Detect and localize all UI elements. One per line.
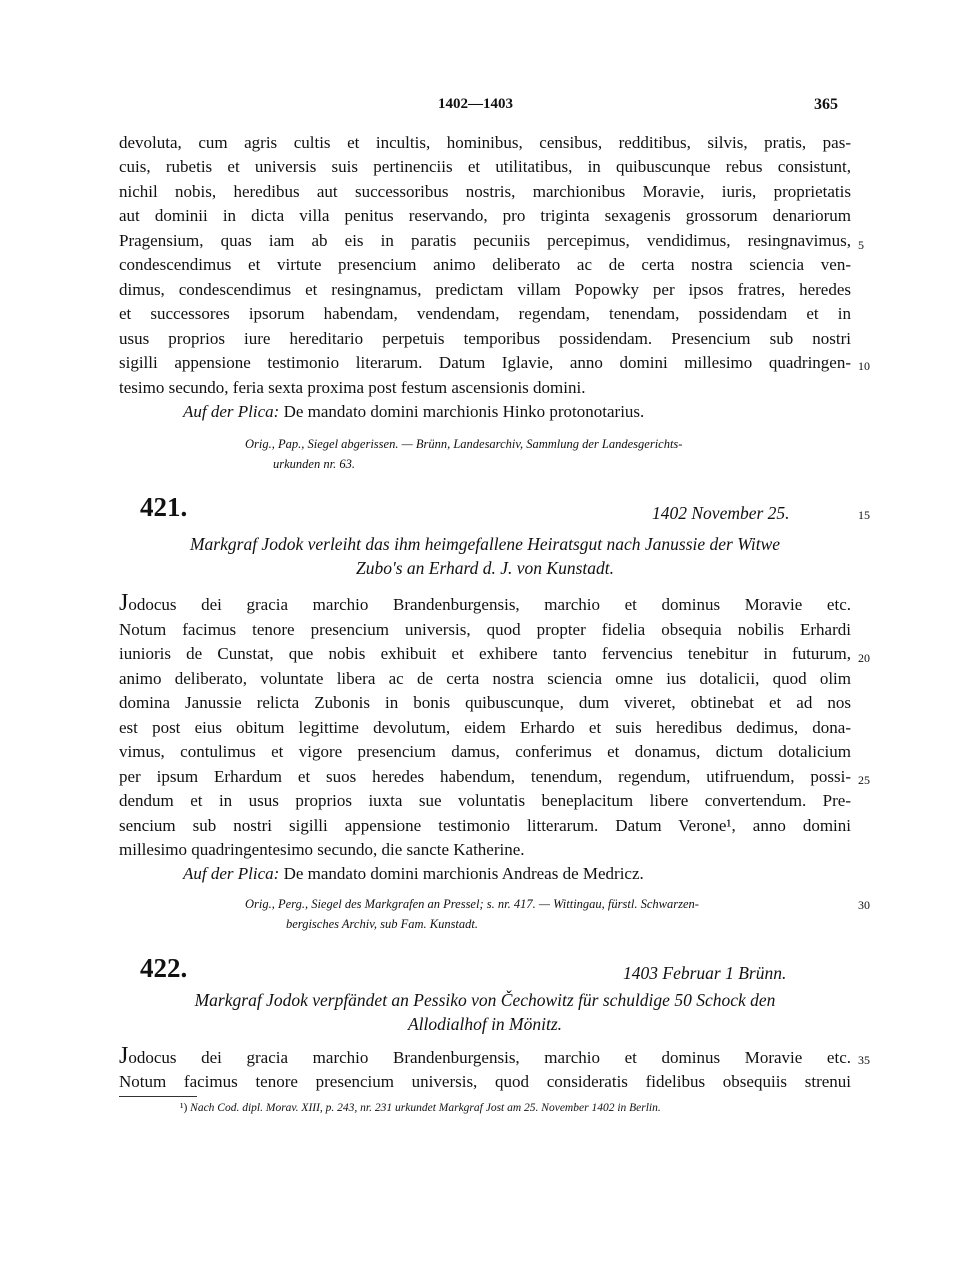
plica-text: De mandato domini marchionis Andreas de Medricz. (283, 864, 644, 883)
text-line: usus proprios iure hereditario perpetuis temporibus possidendam. Presencium sub nostri (119, 329, 851, 348)
charter-summary-421-line1: Markgraf Jodok verleiht das ihm heimgefallene Heiratsgut nach Janussie der Witwe (189, 534, 781, 554)
source-note-421-line2: bergisches Archiv, sub Fam. Kunstadt. (286, 917, 478, 931)
charter-summary-422-line1: Markgraf Jodok verpfändet an Pessiko von Čechowitz für schuldige 50 Schock den (194, 990, 776, 1010)
charter-422-first-line (119, 1043, 851, 1069)
footnote-mark: ¹) (180, 1102, 188, 1114)
line-number: 20 (858, 651, 870, 665)
text-line: millesimo quadringentesimo secundo, die sancte Katherine. (119, 840, 525, 859)
first-line-rest: odocus dei gracia marchio Brandenburgensis, marchio et dominus Moravie etc. (128, 595, 851, 614)
source-note-421-line1: Orig., Perg., Siegel des Markgrafen an Pressel; s. nr. 417. — Wittingau, fürstl. Schwarzen- (245, 897, 699, 911)
text-line: nichil nobis, heredibus aut successoribus nostris, marchionibus Moravie, iuris, proprietatis (119, 182, 851, 201)
text-line: sigilli appensione testimonio literarum. Datum Iglavie, anno domini millesimo quadringen- (119, 353, 851, 372)
text-line: iunioris de Cunstat, que nobis exhibuit et exhibere tanto fervencius tenebitur in futurum, (119, 644, 851, 663)
line-number: 10 (858, 359, 870, 373)
text-line: cuis, rubetis et universis suis pertinenciis et utilitatibus, in quibuscunque rebus consistunt, (119, 157, 851, 176)
source-note-420-line1: Orig., Pap., Siegel abgerissen. — Brünn, Landesarchiv, Sammlung der Landesgerichts- (245, 437, 683, 451)
text-line: animo deliberato, voluntate libera ac de certa nostra sciencia omne ius dotalicii, quod olim (119, 669, 851, 688)
charter-421-first-line (119, 590, 851, 616)
plica-text: De mandato domini marchionis Hinko protonotarius. (283, 402, 645, 421)
text-line: est post eius obitum legittime devolutum, eidem Erhardo et suis heredibus dedimus, dona- (119, 718, 851, 737)
text-line: et successores ipsorum habendam, vendendam, regendam, tenendam, possidendam et in (119, 304, 851, 323)
text-line: tesimo secundo, feria sexta proxima post festum ascensionis domini. (119, 378, 586, 397)
running-header-years: 1402—1403 (438, 96, 513, 112)
first-line-rest: odocus dei gracia marchio Brandenburgensis, marchio et dominus Moravie etc. (128, 1048, 851, 1067)
text-line: aut dominii in dicta villa penitus reservando, pro triginta sexagenis grossorum denariorum (119, 206, 851, 225)
plica-note-421 (183, 864, 644, 884)
line-number: 5 (858, 238, 864, 252)
plica-label: Auf der Plica: (183, 402, 280, 421)
plica-label: Auf der Plica: (183, 864, 280, 883)
text-line: dimus, condescendimus et resingnamus, predictam villam Popowky per ipsos fratres, heredes (119, 280, 851, 299)
text-line: sencium sub nostri sigilli appensione testimonio litterarum. Datum Verone¹, anno domini (119, 816, 851, 835)
charter-summary-422-line2: Allodialhof in Mönitz. (407, 1014, 563, 1034)
line-number: 30 (858, 898, 870, 912)
charter-number-422: 422. (140, 953, 188, 983)
charter-summary-421-line2: Zubo's an Erhard d. J. von Kunstadt. (356, 558, 614, 578)
plica-note-420 (183, 402, 644, 422)
footnote-text: Nach Cod. dipl. Morav. XIII, p. 243, nr. 231 urkundet Markgraf Jost am 25. November 1402 in Berlin. (190, 1102, 661, 1114)
text-line: per ipsum Erhardum et suos heredes habendum, tenendum, regendum, utifruendum, possi- (119, 767, 851, 786)
line-number: 25 (858, 773, 870, 787)
text-line: domina Janussie relicta Zubonis in bonis quibuscunque, dum viveret, obtinebat et ad nos (119, 693, 851, 712)
page-number: 365 (814, 96, 838, 113)
charter-date-422: 1403 Februar 1 Brünn. (623, 963, 787, 983)
charter-number-421: 421. (140, 492, 188, 522)
text-line: Notum facimus tenore presencium universis, quod consideratis fidelibus obsequiis strenui (119, 1072, 851, 1091)
initial-letter: J (119, 590, 129, 616)
footnote (180, 1102, 661, 1114)
footnote-rule (119, 1096, 197, 1097)
text-line: devoluta, cum agris cultis et incultis, hominibus, censibus, redditibus, silvis, pratis, pas- (119, 133, 851, 152)
source-note-420-line2: urkunden nr. 63. (273, 457, 355, 471)
text-line: dendum et in usus proprios iuxta sue voluntatis beneplacitum libere convertendum. Pre- (119, 791, 851, 810)
line-number: 15 (858, 508, 870, 522)
text-line: Pragensium, quas iam ab eis in paratis pecuniis percepimus, vendidimus, resingnavimus, (119, 231, 851, 250)
text-line: Notum facimus tenore presencium universis, quod propter fidelia obsequia nobilis Erhardi (119, 620, 851, 639)
line-number: 35 (858, 1053, 870, 1067)
initial-letter: J (119, 1043, 129, 1069)
charter-date-421: 1402 November 25. (652, 503, 790, 523)
text-line: condescendimus et virtute presencium animo deliberato ac de certa nostra sciencia ven- (119, 255, 851, 274)
text-line: vimus, contulimus et vigore presencium damus, conferimus et donamus, dictum dotalicium (119, 742, 851, 761)
